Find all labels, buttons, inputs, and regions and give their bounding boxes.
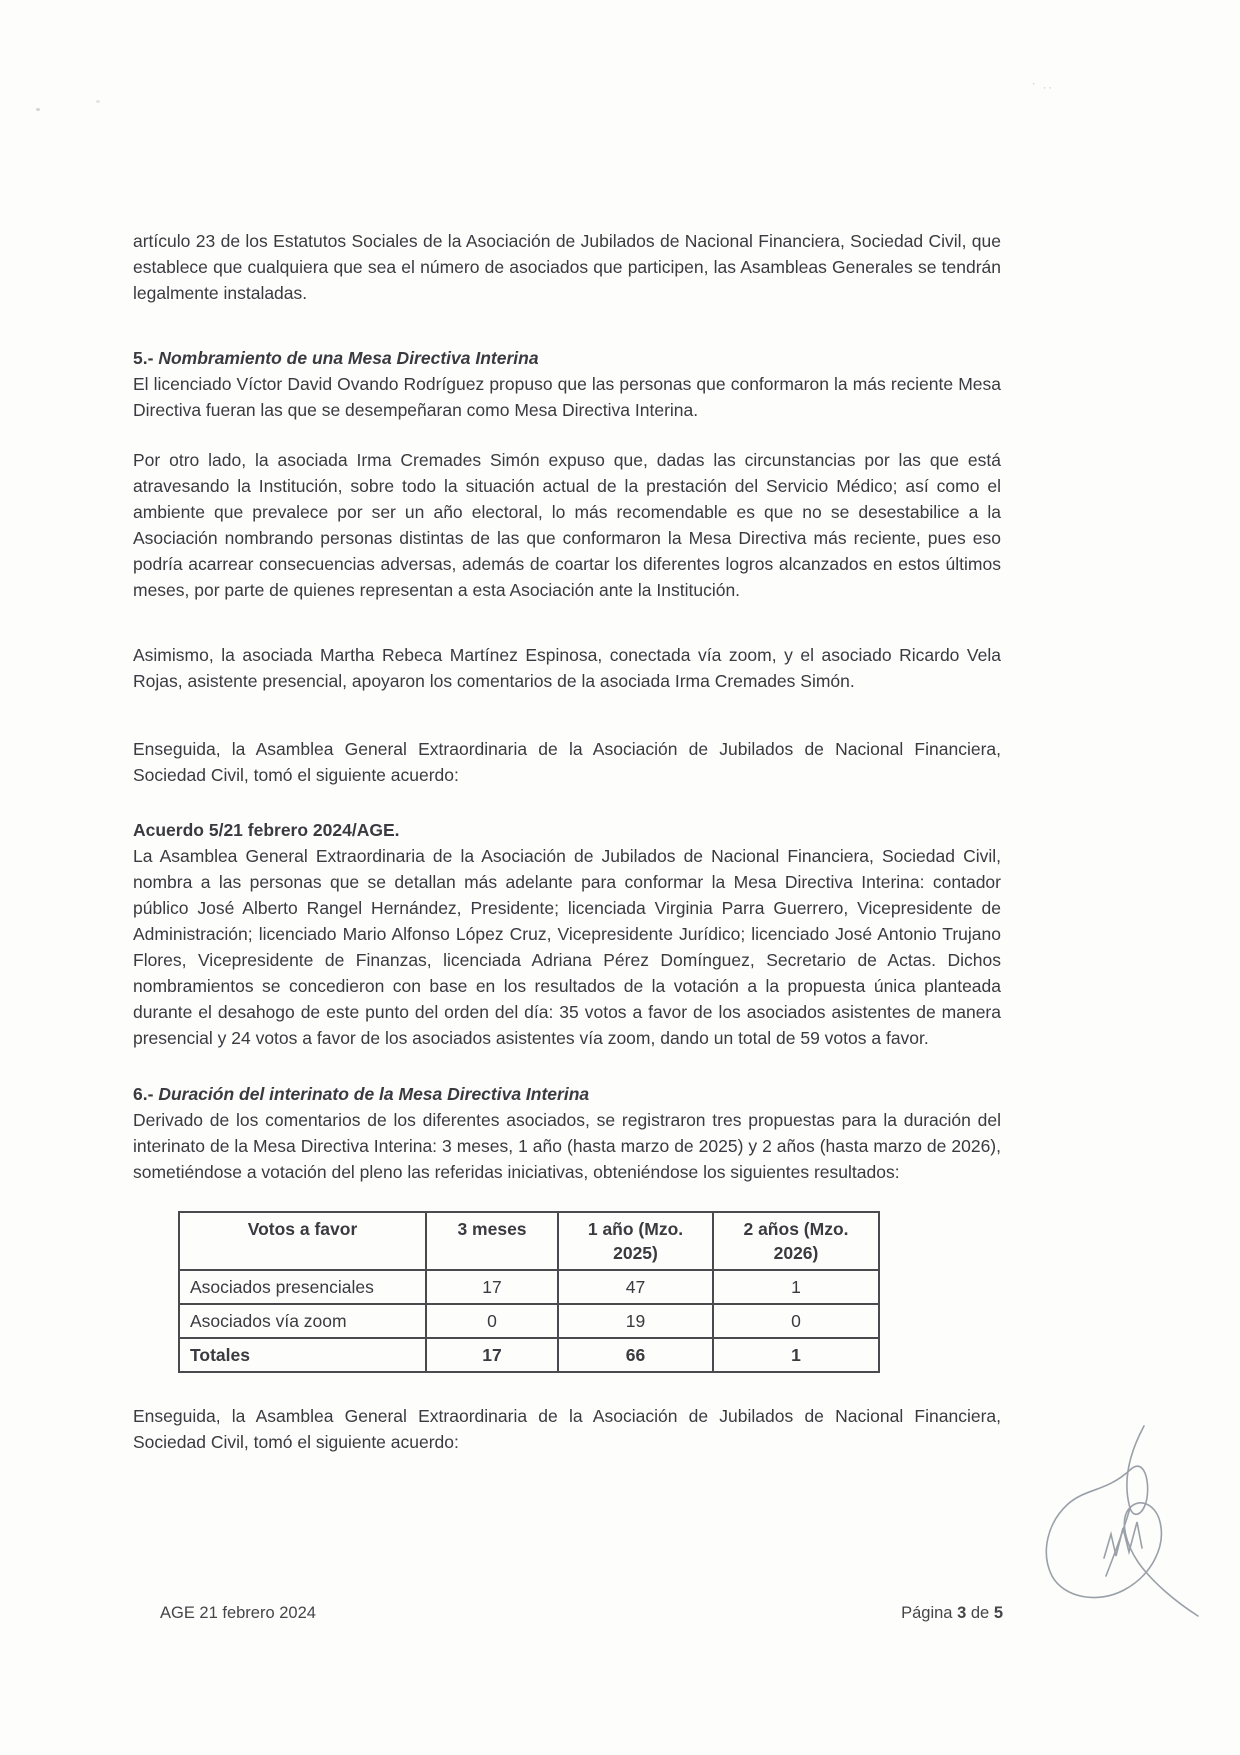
section-5-paragraph-4: Enseguida, la Asamblea General Extraordinaria de la Asociación de Jubilados de Nacional Financiera, Sociedad Civil, tomó el siguiente acuerdo:: [133, 739, 1001, 785]
footer-page-total: 5: [993, 1604, 1003, 1622]
intro-paragraph: artículo 23 de los Estatutos Sociales de la Asociación de Jubilados de Nacional Financiera, Sociedad Civil, que establece que cualquiera que sea el número de asociados que participen, las Asambleas Generales se tendrán legalmente instaladas.: [133, 231, 1001, 303]
table-header-2anos: 2 años (Mzo. 2026): [713, 1212, 879, 1270]
footer-page-number: [901, 1604, 1003, 1623]
row-label-presenciales: Asociados presenciales: [179, 1270, 426, 1304]
acuerdo-heading: Acuerdo 5/21 febrero 2024/AGE.: [133, 820, 400, 840]
section-5-paragraph-1: El licenciado Víctor David Ovando Rodríguez propuso que las personas que conformaron la más reciente Mesa Directiva fueran las que se desempeñaran como Mesa Directiva Interina.: [133, 374, 1001, 420]
table-row-totals: [179, 1338, 879, 1372]
acuerdo-body: La Asamblea General Extraordinaria de la Asociación de Jubilados de Nacional Financiera, Sociedad Civil, nombra a las personas que se detallan más adelante para conformar la Mesa Directiva Interina: contador público José Alberto Rangel Hernández, Presidente; licenciada Virginia Parra Guerrero, Vicepresidente de Administración; licenciado Mario Alfonso López Cruz, Vicepresidente Jurídico; licenciado José Antonio Trujano Flores, Vicepresidente de Finanzas, licenciada Adriana Pérez Domínguez, Secretario de Actas. Dichos nombramientos se concedieron con base en los resultados de la votación a la propuesta única planteada durante el desahogo de este punto del orden del día: 35 votos a favor de los asociados asistentes de manera presencial y 24 votos a favor de los asociados asistentes vía zoom, dando un total de 59 votos a favor.: [133, 846, 1001, 1048]
cell-zoom-2anos: 0: [713, 1304, 879, 1338]
section-6-number: 6.-: [133, 1084, 154, 1104]
footer-page-current: 3: [957, 1604, 967, 1622]
section-6-title: Duración del interinato de la Mesa Directiva Interina: [158, 1084, 590, 1104]
section-6-paragraph-1: Derivado de los comentarios de los diferentes asociados, se registraron tres propuestas para la duración del interinato de la Mesa Directiva Interina: 3 meses, 1 año (hasta marzo de 2025) y 2 años (hasta marzo de 2026), sometiéndose a votación del pleno las referidas iniciativas, obteniéndose los siguientes resultados:: [133, 1110, 1001, 1182]
cell-totales-1ano: 66: [558, 1338, 713, 1372]
table-header-votos: Votos a favor: [179, 1212, 426, 1270]
section-5-title: Nombramiento de una Mesa Directiva Interina: [158, 348, 539, 368]
cell-presenciales-2anos: 1: [713, 1270, 879, 1304]
row-label-zoom: Asociados vía zoom: [179, 1304, 426, 1338]
cell-totales-2anos: 1: [713, 1338, 879, 1372]
table-row: [179, 1304, 879, 1338]
cell-zoom-1ano: 19: [558, 1304, 713, 1338]
section-5-paragraph-3: Asimismo, la asociada Martha Rebeca Martínez Espinosa, conectada vía zoom, y el asociado Ricardo Vela Rojas, asistente presencial, apoyaron los comentarios de la asociada Irma Cremades Simón.: [133, 645, 1001, 691]
scan-artifact-left: [36, 108, 40, 111]
footer-page-of: de: [970, 1604, 990, 1622]
after-table-paragraph: Enseguida, la Asamblea General Extraordinaria de la Asociación de Jubilados de Nacional Financiera, Sociedad Civil, tomó el siguiente acuerdo:: [133, 1406, 1001, 1452]
section-5-paragraph-2: Por otro lado, la asociada Irma Cremades Simón expuso que, dadas las circunstancias por las que está atravesando la Institución, sobre todo la situación actual de la prestación del Servicio Médico; así como el ambiente que prevalece por ser un año electoral, lo más recomendable es que no se desestabilice a la Asociación nombrando personas distintas de las que conformaron la Mesa Directiva más reciente, pues eso podría acarrear consecuencias adversas, además de coartar los diferentes logros alcanzados en estos últimos meses, por parte de quienes representan a esta Asociación ante la Institución.: [133, 450, 1001, 600]
cell-presenciales-3meses: 17: [426, 1270, 558, 1304]
section-5-heading: [133, 345, 1001, 371]
section-6-heading: [133, 1081, 1001, 1107]
table-header-row: [179, 1212, 879, 1270]
table-row: [179, 1270, 879, 1304]
table-header-3meses: 3 meses: [426, 1212, 558, 1270]
section-5-number: 5.-: [133, 348, 154, 368]
votes-table-container: [178, 1211, 1001, 1373]
document-body: [133, 228, 1001, 1455]
table-header-1ano: 1 año (Mzo. 2025): [558, 1212, 713, 1270]
footer-document-id: AGE 21 febrero 2024: [160, 1604, 316, 1622]
scan-artifact-top-right: ˋ ··: [1032, 82, 1055, 94]
signature: [1026, 1418, 1226, 1633]
row-label-totales: Totales: [179, 1338, 426, 1372]
scan-artifact-left-2: [96, 100, 100, 103]
cell-totales-3meses: 17: [426, 1338, 558, 1372]
votes-table: [178, 1211, 880, 1373]
footer-page-label: Página: [901, 1604, 953, 1622]
cell-zoom-3meses: 0: [426, 1304, 558, 1338]
cell-presenciales-1ano: 47: [558, 1270, 713, 1304]
